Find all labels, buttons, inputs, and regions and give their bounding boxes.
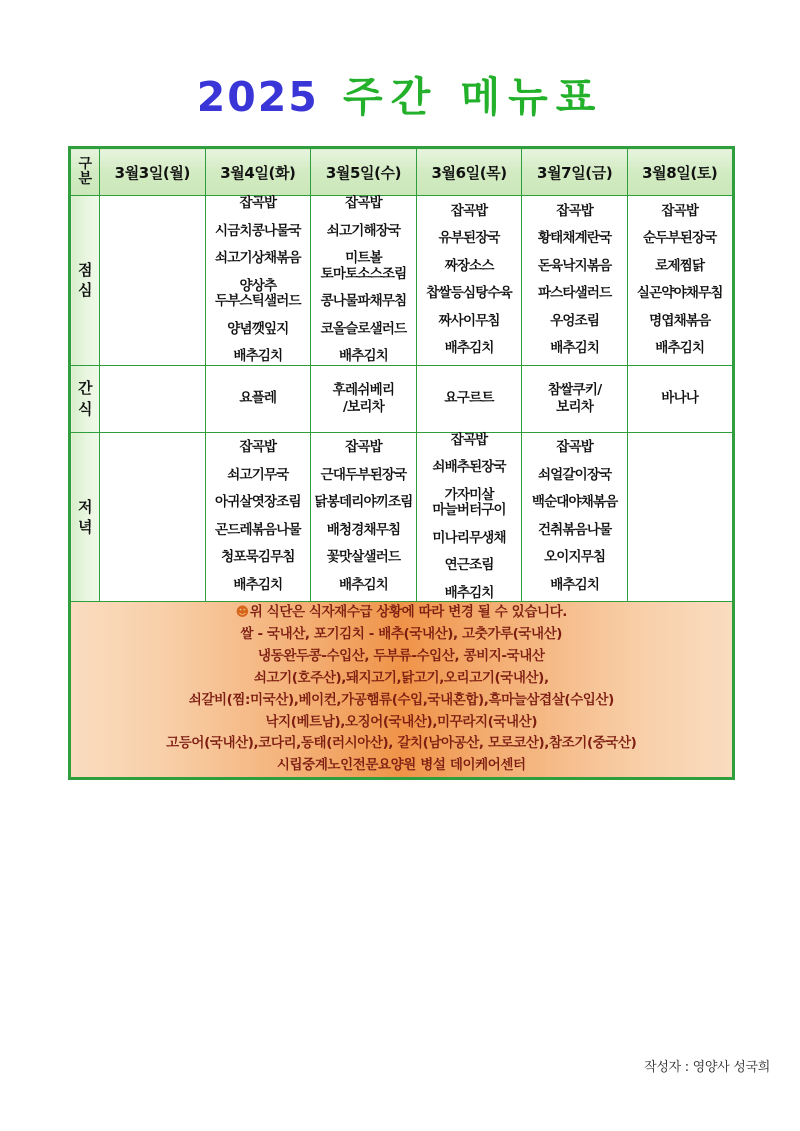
- menu-dish: 배추김치: [233, 348, 283, 365]
- weekly-menu-table: [68, 146, 735, 780]
- row-label-dinner-char-1: 저: [78, 497, 92, 516]
- menu-dish: 미트볼 토마토소스조림: [320, 250, 407, 282]
- menu-dish: 연근조림: [444, 557, 494, 574]
- smiley-face-icon: ☻: [235, 605, 249, 621]
- corner-char-1: 구: [78, 156, 92, 173]
- menu-dish: 백순대야채볶음: [531, 494, 618, 511]
- row-label-snack-char-1: 간: [78, 379, 92, 398]
- menu-dish: 배추김치: [550, 576, 600, 593]
- menu-dish: 곤드레볶음나물: [215, 521, 301, 538]
- note-line: 쌀 - 국내산, 포기김치 - 배추(국내산), 고춧가루(국내산): [240, 626, 563, 643]
- table-header-row: [70, 148, 734, 196]
- menu-dish: 파스타샐러드: [537, 285, 612, 302]
- header-day-saturday: 3월8일(토): [627, 148, 733, 196]
- menu-dish: 바나나: [661, 390, 699, 407]
- menu-dish: 로제찜닭: [655, 257, 705, 274]
- cell-dinner-saturday: [627, 432, 733, 602]
- author-credit: 작성자 : 영양사 성국희: [644, 1060, 770, 1075]
- cell-lunch-saturday: [627, 196, 733, 366]
- cell-lunch-tuesday: [205, 196, 311, 366]
- cell-lunch-thursday: [416, 196, 522, 366]
- menu-dish: 요플레: [239, 390, 277, 407]
- notes-block: [70, 602, 734, 779]
- menu-dish: 명엽채볶음: [649, 312, 711, 329]
- cell-dinner-monday: [100, 432, 206, 602]
- menu-dish: 닭봉데리야끼조림: [314, 494, 413, 511]
- page-title-main: 주간 메뉴표: [343, 73, 604, 121]
- menu-dish: 배청경채무침: [326, 521, 401, 538]
- menu-dish: 잡곡밥: [450, 202, 488, 219]
- menu-dish: 배추김치: [444, 584, 494, 601]
- menu-dish: 실곤약야채무침: [636, 285, 723, 302]
- cell-snack-thursday: [416, 365, 522, 432]
- note-line: 냉동완두콩-수입산, 두부류-수입산, 콩비지-국내산: [258, 647, 545, 664]
- menu-dish: 배추김치: [339, 348, 388, 365]
- note-line: 쇠갈비(찜:미국산),베이컨,가공햄류(수입,국내혼합),흑마늘삼겹살(수입산): [188, 691, 614, 708]
- menu-dish: 아귀살엿장조림: [215, 494, 301, 511]
- menu-dish: 쇠배추된장국: [432, 459, 506, 476]
- menu-dish: 황태채계란국: [537, 230, 612, 247]
- menu-dish: 가자미살 마늘버터구이: [432, 486, 506, 519]
- menu-dish: 배추김치: [655, 340, 705, 357]
- row-label-lunch: [70, 196, 100, 366]
- menu-dish: 잡곡밥: [556, 439, 594, 456]
- menu-dish: 돈육낙지볶음: [537, 257, 612, 274]
- menu-dish: 참쌀쿠키/ 보리차: [547, 381, 602, 415]
- menu-dish: 꽃맛살샐러드: [326, 549, 401, 566]
- menu-dish: 배추김치: [550, 340, 600, 357]
- cell-snack-saturday: [627, 365, 733, 432]
- menu-dish: 짜사이무침: [438, 312, 500, 329]
- note-line: 고등어(국내산),코다리,동태(러시아산), 갈치(남아공산, 모로코산),참조기(중국산): [166, 735, 637, 752]
- menu-dish: 쇠고기상채볶음: [215, 250, 301, 267]
- cell-snack-wednesday: [311, 365, 417, 432]
- page-title: [0, 64, 800, 123]
- cell-snack-friday: [522, 365, 628, 432]
- menu-dish: 잡곡밥: [556, 202, 594, 219]
- row-label-snack-char-2: 식: [78, 399, 92, 418]
- note-line: 쇠고기(호주산),돼지고기,닭고기,오리고기(국내산),: [253, 669, 549, 686]
- menu-dish: 잡곡밥: [450, 431, 488, 448]
- table-row-dinner: [70, 432, 734, 602]
- table-row-snack: [70, 365, 734, 432]
- menu-dish: 찹쌀등심탕수육: [426, 285, 512, 302]
- menu-dish: 요구르트: [444, 390, 494, 407]
- menu-dish: 배추김치: [339, 576, 388, 593]
- cell-dinner-tuesday: [205, 432, 311, 602]
- cell-dinner-friday: [522, 432, 628, 602]
- cell-lunch-monday: [100, 196, 206, 366]
- header-day-monday: 3월3일(월): [100, 148, 206, 196]
- row-label-dinner: [70, 432, 100, 602]
- menu-dish: 오이지무침: [544, 549, 606, 566]
- menu-dish: 미나리무생채: [432, 529, 506, 546]
- menu-dish: 잡곡밥: [345, 439, 382, 456]
- cell-lunch-wednesday: [311, 196, 417, 366]
- menu-dish: 시금치콩나물국: [215, 222, 301, 239]
- table-body: [70, 196, 734, 779]
- cell-snack-tuesday: [205, 365, 311, 432]
- menu-dish: 순두부된장국: [643, 230, 717, 247]
- cell-snack-monday: [100, 365, 206, 432]
- header-day-tuesday: 3월4일(화): [205, 148, 311, 196]
- table-header: [70, 148, 734, 196]
- menu-dish: 배추김치: [233, 576, 283, 593]
- menu-dish: 쇠고기해장국: [326, 222, 401, 239]
- row-label-dinner-char-2: 녁: [78, 517, 92, 536]
- menu-dish: 건취볶음나물: [537, 521, 612, 538]
- menu-dish: 양상추 두부스틱샐러드: [215, 277, 301, 310]
- menu-dish: 잡곡밥: [239, 439, 277, 456]
- cell-lunch-friday: [522, 196, 628, 366]
- header-day-wednesday: 3월5일(수): [311, 148, 417, 196]
- menu-dish: 잡곡밥: [661, 202, 699, 219]
- menu-dish: 짜장소스: [444, 257, 494, 274]
- menu-dish: 청포묵김무침: [221, 549, 295, 566]
- note-line: 시립중계노인전문요양원 병설 데이케어센터: [276, 757, 526, 774]
- header-day-thursday: 3월6일(목): [416, 148, 522, 196]
- header-day-friday: 3월7일(금): [522, 148, 628, 196]
- menu-dish: 쇠고기무국: [227, 466, 289, 483]
- header-corner-label: [70, 148, 100, 196]
- row-label-snack: [70, 365, 100, 432]
- row-label-lunch-char-1: 점: [78, 261, 92, 280]
- note-line: 낙지(베트남),오징어(국내산),미꾸라지(국내산): [265, 713, 538, 730]
- menu-dish: 우엉조림: [550, 312, 600, 329]
- menu-dish: 후레쉬베리 /보리차: [332, 381, 395, 415]
- menu-dish: 배추김치: [444, 340, 494, 357]
- page-title-year: 2025: [196, 73, 319, 121]
- menu-dish: 근대두부된장국: [320, 466, 407, 483]
- menu-dish: 유부된장국: [438, 230, 500, 247]
- menu-dish: 잡곡밥: [239, 195, 277, 211]
- menu-dish: 쇠얼갈이장국: [537, 466, 612, 483]
- note-line: ☻위 식단은 식자재수급 상황에 따라 변경 될 수 있습니다.: [235, 604, 567, 621]
- table-row-lunch: [70, 196, 734, 366]
- menu-dish: 잡곡밥: [345, 195, 382, 211]
- corner-char-2: 분: [78, 171, 92, 187]
- table-row-notes: [70, 602, 734, 779]
- menu-dish: 콩나물파채무침: [320, 293, 407, 310]
- menu-dish: 양념깻잎지: [227, 320, 289, 337]
- menu-dish: 코올슬로샐러드: [320, 320, 407, 337]
- cell-dinner-thursday: [416, 432, 522, 602]
- cell-dinner-wednesday: [311, 432, 417, 602]
- row-label-lunch-char-2: 심: [78, 281, 92, 300]
